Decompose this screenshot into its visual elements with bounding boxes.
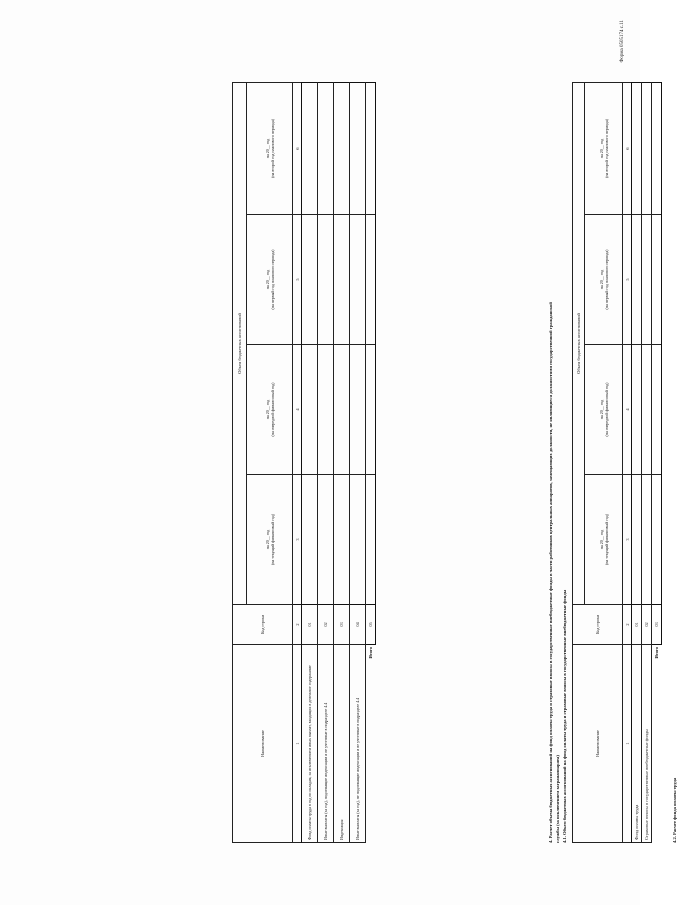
table-budget-volume: [572, 82, 662, 843]
section-title-continued: службы (за исключением загранаппарата): [555, 755, 560, 843]
table2-cell[interactable]: [318, 475, 334, 605]
table2-cell[interactable]: [334, 215, 350, 345]
table1-total-code: 03: [652, 605, 662, 645]
table1-colnum: 1: [623, 645, 632, 843]
table1-col-plan1: на 20__ год (на первый год планового периода): [585, 215, 623, 345]
table2-row-name: Индексация: [334, 645, 350, 843]
table2-cell[interactable]: [350, 475, 366, 605]
table2-col-plan2: на 20__ год (на второй год планового периода): [247, 82, 293, 214]
table2-total-code: 05: [366, 605, 376, 645]
table2-total-label: Итого: [368, 647, 374, 659]
table2-cell[interactable]: [366, 345, 376, 475]
table1-cell[interactable]: [652, 215, 662, 345]
table1-row-name: Страховые взносы в государственные внебюджетные фонды: [642, 645, 652, 843]
table1-caption: 4.1. Объем бюджетных ассигнований на фонд оплаты труда и страховые взносы в государственные внебюджетные фонды: [562, 589, 567, 843]
table1-colnum: 4: [623, 345, 632, 475]
table-row: [302, 82, 318, 842]
table2-cell[interactable]: [334, 82, 350, 214]
table2-colnum: 6: [293, 82, 302, 214]
table2-head-volume: Объем бюджетных ассигнований: [233, 82, 247, 604]
table1-colnum: 6: [623, 82, 632, 214]
table2-col-next: на 20__ год (на очередной финансовый год): [247, 345, 293, 475]
table1-col-current: на 20__ год (на текущий финансовый год): [585, 475, 623, 605]
table1-cell[interactable]: [652, 345, 662, 475]
table1-cell[interactable]: [642, 82, 652, 214]
table2-cell[interactable]: [334, 475, 350, 605]
table2-cell[interactable]: [366, 215, 376, 345]
form-code: Форма 0505174 с.11: [620, 20, 625, 63]
table1-cell[interactable]: [642, 345, 652, 475]
table2-cell[interactable]: [334, 345, 350, 475]
table2-cell[interactable]: [302, 82, 318, 214]
table1-row-code: 01: [632, 605, 642, 645]
table2-colnum: 3: [293, 475, 302, 605]
table1-cell[interactable]: [642, 475, 652, 605]
table1-cell[interactable]: [632, 475, 642, 605]
table1-colnum: 5: [623, 215, 632, 345]
table2-row-code: 02: [318, 605, 334, 645]
table1-colnum: 2: [623, 605, 632, 645]
table1-head-code: Код строки: [573, 605, 623, 645]
table2-cell[interactable]: [302, 345, 318, 475]
table1-total-label: Итого: [654, 647, 660, 659]
table1-col-next: на 20__ год (на очередной финансовый год): [585, 345, 623, 475]
table2-cell[interactable]: [350, 215, 366, 345]
table-payroll-calc: [232, 82, 376, 843]
table2-row-name: Иные выплаты (за год), подлежащие индексации и не учтенные в подразделе 4.4: [318, 645, 334, 843]
table2-col-current: на 20__ год (на текущий финансовый год): [247, 475, 293, 605]
table1-col-plan2: на 20__ год (на второй год планового периода): [585, 82, 623, 214]
table2-head-name: Наименование: [233, 645, 293, 843]
table1-cell[interactable]: [632, 82, 642, 214]
table2-cell[interactable]: [318, 215, 334, 345]
table1-cell[interactable]: [652, 82, 662, 214]
table2-cell[interactable]: [350, 345, 366, 475]
table1-cell[interactable]: [642, 215, 652, 345]
table2-row-name: Иные выплаты (за год), не подлежащие индексации и не учтенные в подразделе 4.4: [350, 645, 366, 843]
table-row-total: [366, 82, 376, 842]
table1-cell[interactable]: [632, 215, 642, 345]
table2-cell[interactable]: [318, 82, 334, 214]
table1-row-code: 02: [642, 605, 652, 645]
table-row: [318, 82, 334, 842]
table1-head-name: Наименование: [573, 645, 623, 843]
table2-cell[interactable]: [366, 82, 376, 214]
table2-colnum: 2: [293, 605, 302, 645]
table1-cell[interactable]: [632, 345, 642, 475]
table-row: [334, 82, 350, 842]
table2-head-code: Код строки: [233, 605, 293, 645]
section-title: 4. Расчет объема бюджетных ассигнований на фонд оплаты труда и страховые взносы в государственные внебюджетные фонды в части работников центральных аппаратов, замещающих должности, не являющиеся должностями государственной гражданской: [548, 302, 553, 843]
table2-cell[interactable]: [350, 82, 366, 214]
table1-cell[interactable]: [652, 475, 662, 605]
table-row: [632, 82, 642, 842]
table-row: [350, 82, 366, 842]
table1-colnum: 3: [623, 475, 632, 605]
table2-row-name: Фонд оплаты труда в год по окладам, за исключением иных выплат, входящих в денежное содержание: [302, 645, 318, 843]
table2-cell[interactable]: [302, 215, 318, 345]
table1-head-volume: Объем бюджетных ассигнований: [573, 82, 585, 604]
table2-cell[interactable]: [302, 475, 318, 605]
table2-caption: 4.2. Расчет фонда оплаты труда: [672, 777, 677, 843]
table2-row-code: 04: [350, 605, 366, 645]
table2-row-code: 03: [334, 605, 350, 645]
table2-row-code: 01: [302, 605, 318, 645]
table2-colnum: 1: [293, 645, 302, 843]
table2-cell[interactable]: [366, 475, 376, 605]
table2-colnum: 4: [293, 345, 302, 475]
table2-col-plan1: на 20__ год (на первый год планового периода): [247, 215, 293, 345]
table2-colnum: 5: [293, 215, 302, 345]
table2-cell[interactable]: [318, 345, 334, 475]
table1-row-name: Фонд оплаты труда: [632, 645, 642, 843]
table-row-total: [652, 82, 662, 842]
table-row: [642, 82, 652, 842]
